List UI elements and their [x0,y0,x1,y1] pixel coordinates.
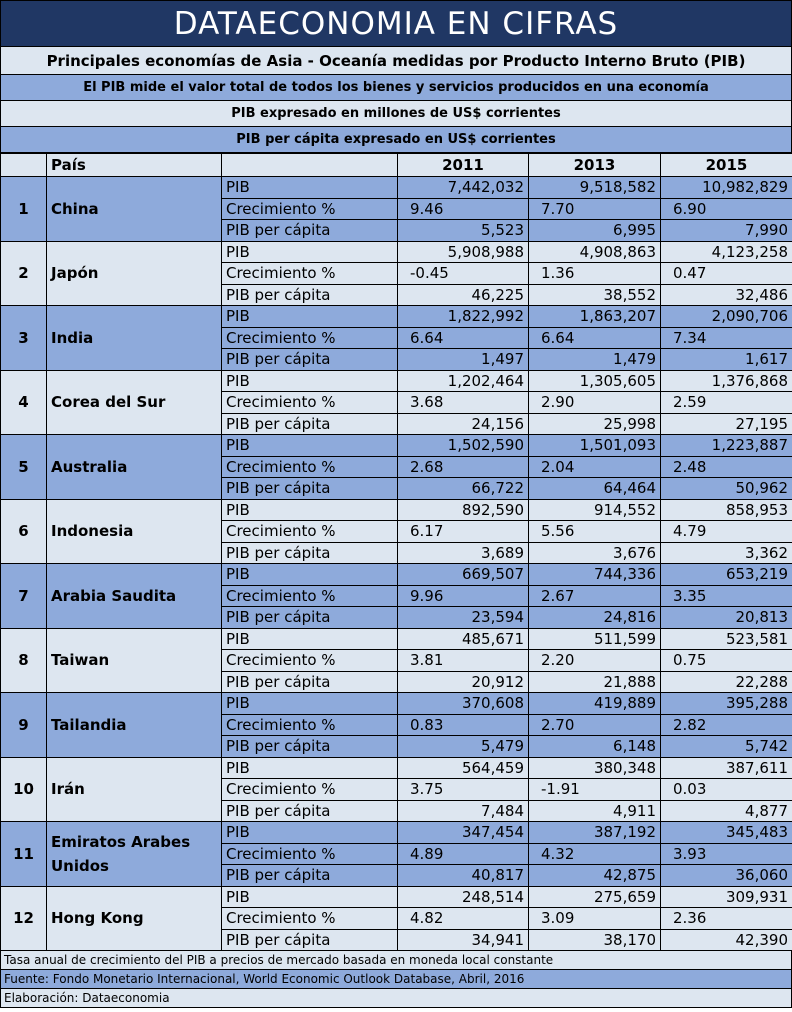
value-cell: 511,599 [529,628,661,650]
value-cell: 914,552 [529,499,661,521]
value-cell: 0.75 [661,650,792,672]
value-cell: 419,889 [529,693,661,715]
metric-label: PIB per cápita [222,284,398,306]
metric-label: PIB per cápita [222,800,398,822]
value-cell: 387,611 [661,757,792,779]
metric-label: Crecimiento % [222,456,398,478]
country-rank: 4 [1,370,47,435]
value-cell: 9.46 [398,198,529,220]
country-rank: 6 [1,499,47,564]
value-cell: 32,486 [661,284,792,306]
header-country: País [47,154,222,177]
value-cell: 6,995 [529,220,661,242]
table-row [1,822,792,844]
subtitle: Principales economías de Asia - Oceanía medidas por Producto Interno Bruto (PIB) [0,47,792,75]
country-name: Taiwan [47,628,222,693]
value-cell: 4,877 [661,800,792,822]
value-cell: 3,362 [661,542,792,564]
metric-label: PIB per cápita [222,607,398,629]
country-rank: 9 [1,693,47,758]
country-name: Tailandia [47,693,222,758]
value-cell: 2.59 [661,392,792,414]
value-cell: 669,507 [398,564,529,586]
value-cell: 5,479 [398,736,529,758]
value-cell: 25,998 [529,413,661,435]
country-rank: 12 [1,886,47,951]
value-cell: 2,090,706 [661,306,792,328]
metric-label: PIB [222,177,398,199]
value-cell: -1.91 [529,779,661,801]
metric-label: PIB per cápita [222,865,398,887]
value-cell: 34,941 [398,929,529,951]
value-cell: 4,908,863 [529,241,661,263]
value-cell: 2.67 [529,585,661,607]
value-cell: 564,459 [398,757,529,779]
header-year-2015: 2015 [661,154,792,177]
value-cell: 4,911 [529,800,661,822]
footer-note: Tasa anual de crecimiento del PIB a precios de mercado basada en moneda local constante [0,951,792,970]
value-cell: 4,123,258 [661,241,792,263]
table-row [1,628,792,650]
metric-label: PIB per cápita [222,736,398,758]
value-cell: 21,888 [529,671,661,693]
value-cell: 7.34 [661,327,792,349]
value-cell: 1,863,207 [529,306,661,328]
value-cell: 892,590 [398,499,529,521]
country-rank: 8 [1,628,47,693]
country-rank: 1 [1,177,47,242]
metric-label: Crecimiento % [222,779,398,801]
gdp-table [0,153,792,951]
value-cell: 370,608 [398,693,529,715]
value-cell: 24,156 [398,413,529,435]
value-cell: 395,288 [661,693,792,715]
value-cell: 1,305,605 [529,370,661,392]
metric-label: PIB [222,435,398,457]
value-cell: 1,479 [529,349,661,371]
value-cell: 38,170 [529,929,661,951]
value-cell: 7,442,032 [398,177,529,199]
value-cell: 1,501,093 [529,435,661,457]
value-cell: 275,659 [529,886,661,908]
value-cell: 40,817 [398,865,529,887]
metric-label: PIB [222,822,398,844]
table-row [1,306,792,328]
value-cell: 2.90 [529,392,661,414]
value-cell: 7,990 [661,220,792,242]
value-cell: 42,875 [529,865,661,887]
value-cell: 50,962 [661,478,792,500]
metric-label: PIB per cápita [222,413,398,435]
value-cell: 3.35 [661,585,792,607]
metric-label: PIB [222,564,398,586]
table-row [1,177,792,199]
value-cell: 0.83 [398,714,529,736]
metric-label: PIB [222,241,398,263]
value-cell: 38,552 [529,284,661,306]
metric-label: PIB [222,757,398,779]
country-rank: 7 [1,564,47,629]
value-cell: 4.32 [529,843,661,865]
value-cell: 4.89 [398,843,529,865]
value-cell: 2.04 [529,456,661,478]
country-name: Japón [47,241,222,306]
value-cell: 7,484 [398,800,529,822]
value-cell: 6.64 [529,327,661,349]
country-rank: 3 [1,306,47,371]
value-cell: 3.81 [398,650,529,672]
unit-pib-note: PIB expresado en millones de US$ corrientes [0,101,792,127]
footer-source: Fuente: Fondo Monetario Internacional, World Economic Outlook Database, Abril, 2016 [0,970,792,989]
value-cell: 27,195 [661,413,792,435]
metric-label: Crecimiento % [222,843,398,865]
header-year-2013: 2013 [529,154,661,177]
value-cell: 4.82 [398,908,529,930]
metric-label: PIB [222,370,398,392]
value-cell: 653,219 [661,564,792,586]
country-name: Emiratos Arabes Unidos [47,822,222,887]
value-cell: 22,288 [661,671,792,693]
value-cell: 380,348 [529,757,661,779]
value-cell: 1,202,464 [398,370,529,392]
value-cell: 7.70 [529,198,661,220]
value-cell: 2.36 [661,908,792,930]
value-cell: 248,514 [398,886,529,908]
table-row [1,499,792,521]
metric-label: PIB per cápita [222,349,398,371]
metric-label: Crecimiento % [222,263,398,285]
value-cell: 36,060 [661,865,792,887]
country-rank: 5 [1,435,47,500]
table-row [1,241,792,263]
value-cell: 1,502,590 [398,435,529,457]
value-cell: 42,390 [661,929,792,951]
value-cell: 2.20 [529,650,661,672]
country-name: Australia [47,435,222,500]
value-cell: 64,464 [529,478,661,500]
value-cell: 5,908,988 [398,241,529,263]
value-cell: 5,523 [398,220,529,242]
metric-label: PIB per cápita [222,542,398,564]
metric-label: Crecimiento % [222,392,398,414]
value-cell: 1,617 [661,349,792,371]
value-cell: -0.45 [398,263,529,285]
column-header-row [1,154,792,177]
table-row [1,564,792,586]
value-cell: 20,813 [661,607,792,629]
metric-label: PIB [222,886,398,908]
country-name: Hong Kong [47,886,222,951]
header-rank [1,154,47,177]
metric-label: Crecimiento % [222,521,398,543]
page-title: DATAECONOMIA EN CIFRAS [0,0,792,47]
value-cell: 6.64 [398,327,529,349]
table-row [1,693,792,715]
value-cell: 3.09 [529,908,661,930]
value-cell: 9.96 [398,585,529,607]
metric-label: Crecimiento % [222,650,398,672]
table-row [1,757,792,779]
metric-label: PIB [222,499,398,521]
country-rank: 10 [1,757,47,822]
value-cell: 3,689 [398,542,529,564]
metric-label: PIB [222,306,398,328]
value-cell: 23,594 [398,607,529,629]
value-cell: 5.56 [529,521,661,543]
metric-label: PIB [222,693,398,715]
value-cell: 0.03 [661,779,792,801]
value-cell: 5,742 [661,736,792,758]
table-row [1,370,792,392]
value-cell: 6,148 [529,736,661,758]
table-row [1,886,792,908]
country-rank: 11 [1,822,47,887]
value-cell: 6.90 [661,198,792,220]
value-cell: 347,454 [398,822,529,844]
value-cell: 66,722 [398,478,529,500]
table-row [1,435,792,457]
value-cell: 485,671 [398,628,529,650]
value-cell: 1,497 [398,349,529,371]
value-cell: 2.68 [398,456,529,478]
value-cell: 1,376,868 [661,370,792,392]
metric-label: Crecimiento % [222,585,398,607]
metric-label: PIB per cápita [222,929,398,951]
value-cell: 3,676 [529,542,661,564]
value-cell: 744,336 [529,564,661,586]
value-cell: 24,816 [529,607,661,629]
metric-label: PIB [222,628,398,650]
country-rank: 2 [1,241,47,306]
value-cell: 1,822,992 [398,306,529,328]
value-cell: 387,192 [529,822,661,844]
value-cell: 20,912 [398,671,529,693]
metric-label: Crecimiento % [222,908,398,930]
value-cell: 3.93 [661,843,792,865]
country-name: India [47,306,222,371]
country-name: China [47,177,222,242]
value-cell: 2.70 [529,714,661,736]
value-cell: 523,581 [661,628,792,650]
value-cell: 46,225 [398,284,529,306]
country-name: Corea del Sur [47,370,222,435]
country-name: Irán [47,757,222,822]
metric-label: PIB per cápita [222,671,398,693]
value-cell: 6.17 [398,521,529,543]
value-cell: 0.47 [661,263,792,285]
value-cell: 2.82 [661,714,792,736]
country-name: Indonesia [47,499,222,564]
unit-pc-note: PIB per cápita expresado en US$ corrientes [0,127,792,153]
country-name: Arabia Saudita [47,564,222,629]
metric-label: PIB per cápita [222,220,398,242]
header-year-2011: 2011 [398,154,529,177]
metric-label: Crecimiento % [222,327,398,349]
value-cell: 345,483 [661,822,792,844]
value-cell: 3.68 [398,392,529,414]
value-cell: 1.36 [529,263,661,285]
metric-label: PIB per cápita [222,478,398,500]
value-cell: 10,982,829 [661,177,792,199]
value-cell: 2.48 [661,456,792,478]
value-cell: 858,953 [661,499,792,521]
header-metric [222,154,398,177]
value-cell: 1,223,887 [661,435,792,457]
value-cell: 309,931 [661,886,792,908]
value-cell: 4.79 [661,521,792,543]
metric-label: Crecimiento % [222,198,398,220]
value-cell: 9,518,582 [529,177,661,199]
metric-label: Crecimiento % [222,714,398,736]
value-cell: 3.75 [398,779,529,801]
description: El PIB mide el valor total de todos los bienes y servicios producidos en una economía [0,75,792,101]
footer-credit: Elaboración: Dataeconomia [0,989,792,1008]
